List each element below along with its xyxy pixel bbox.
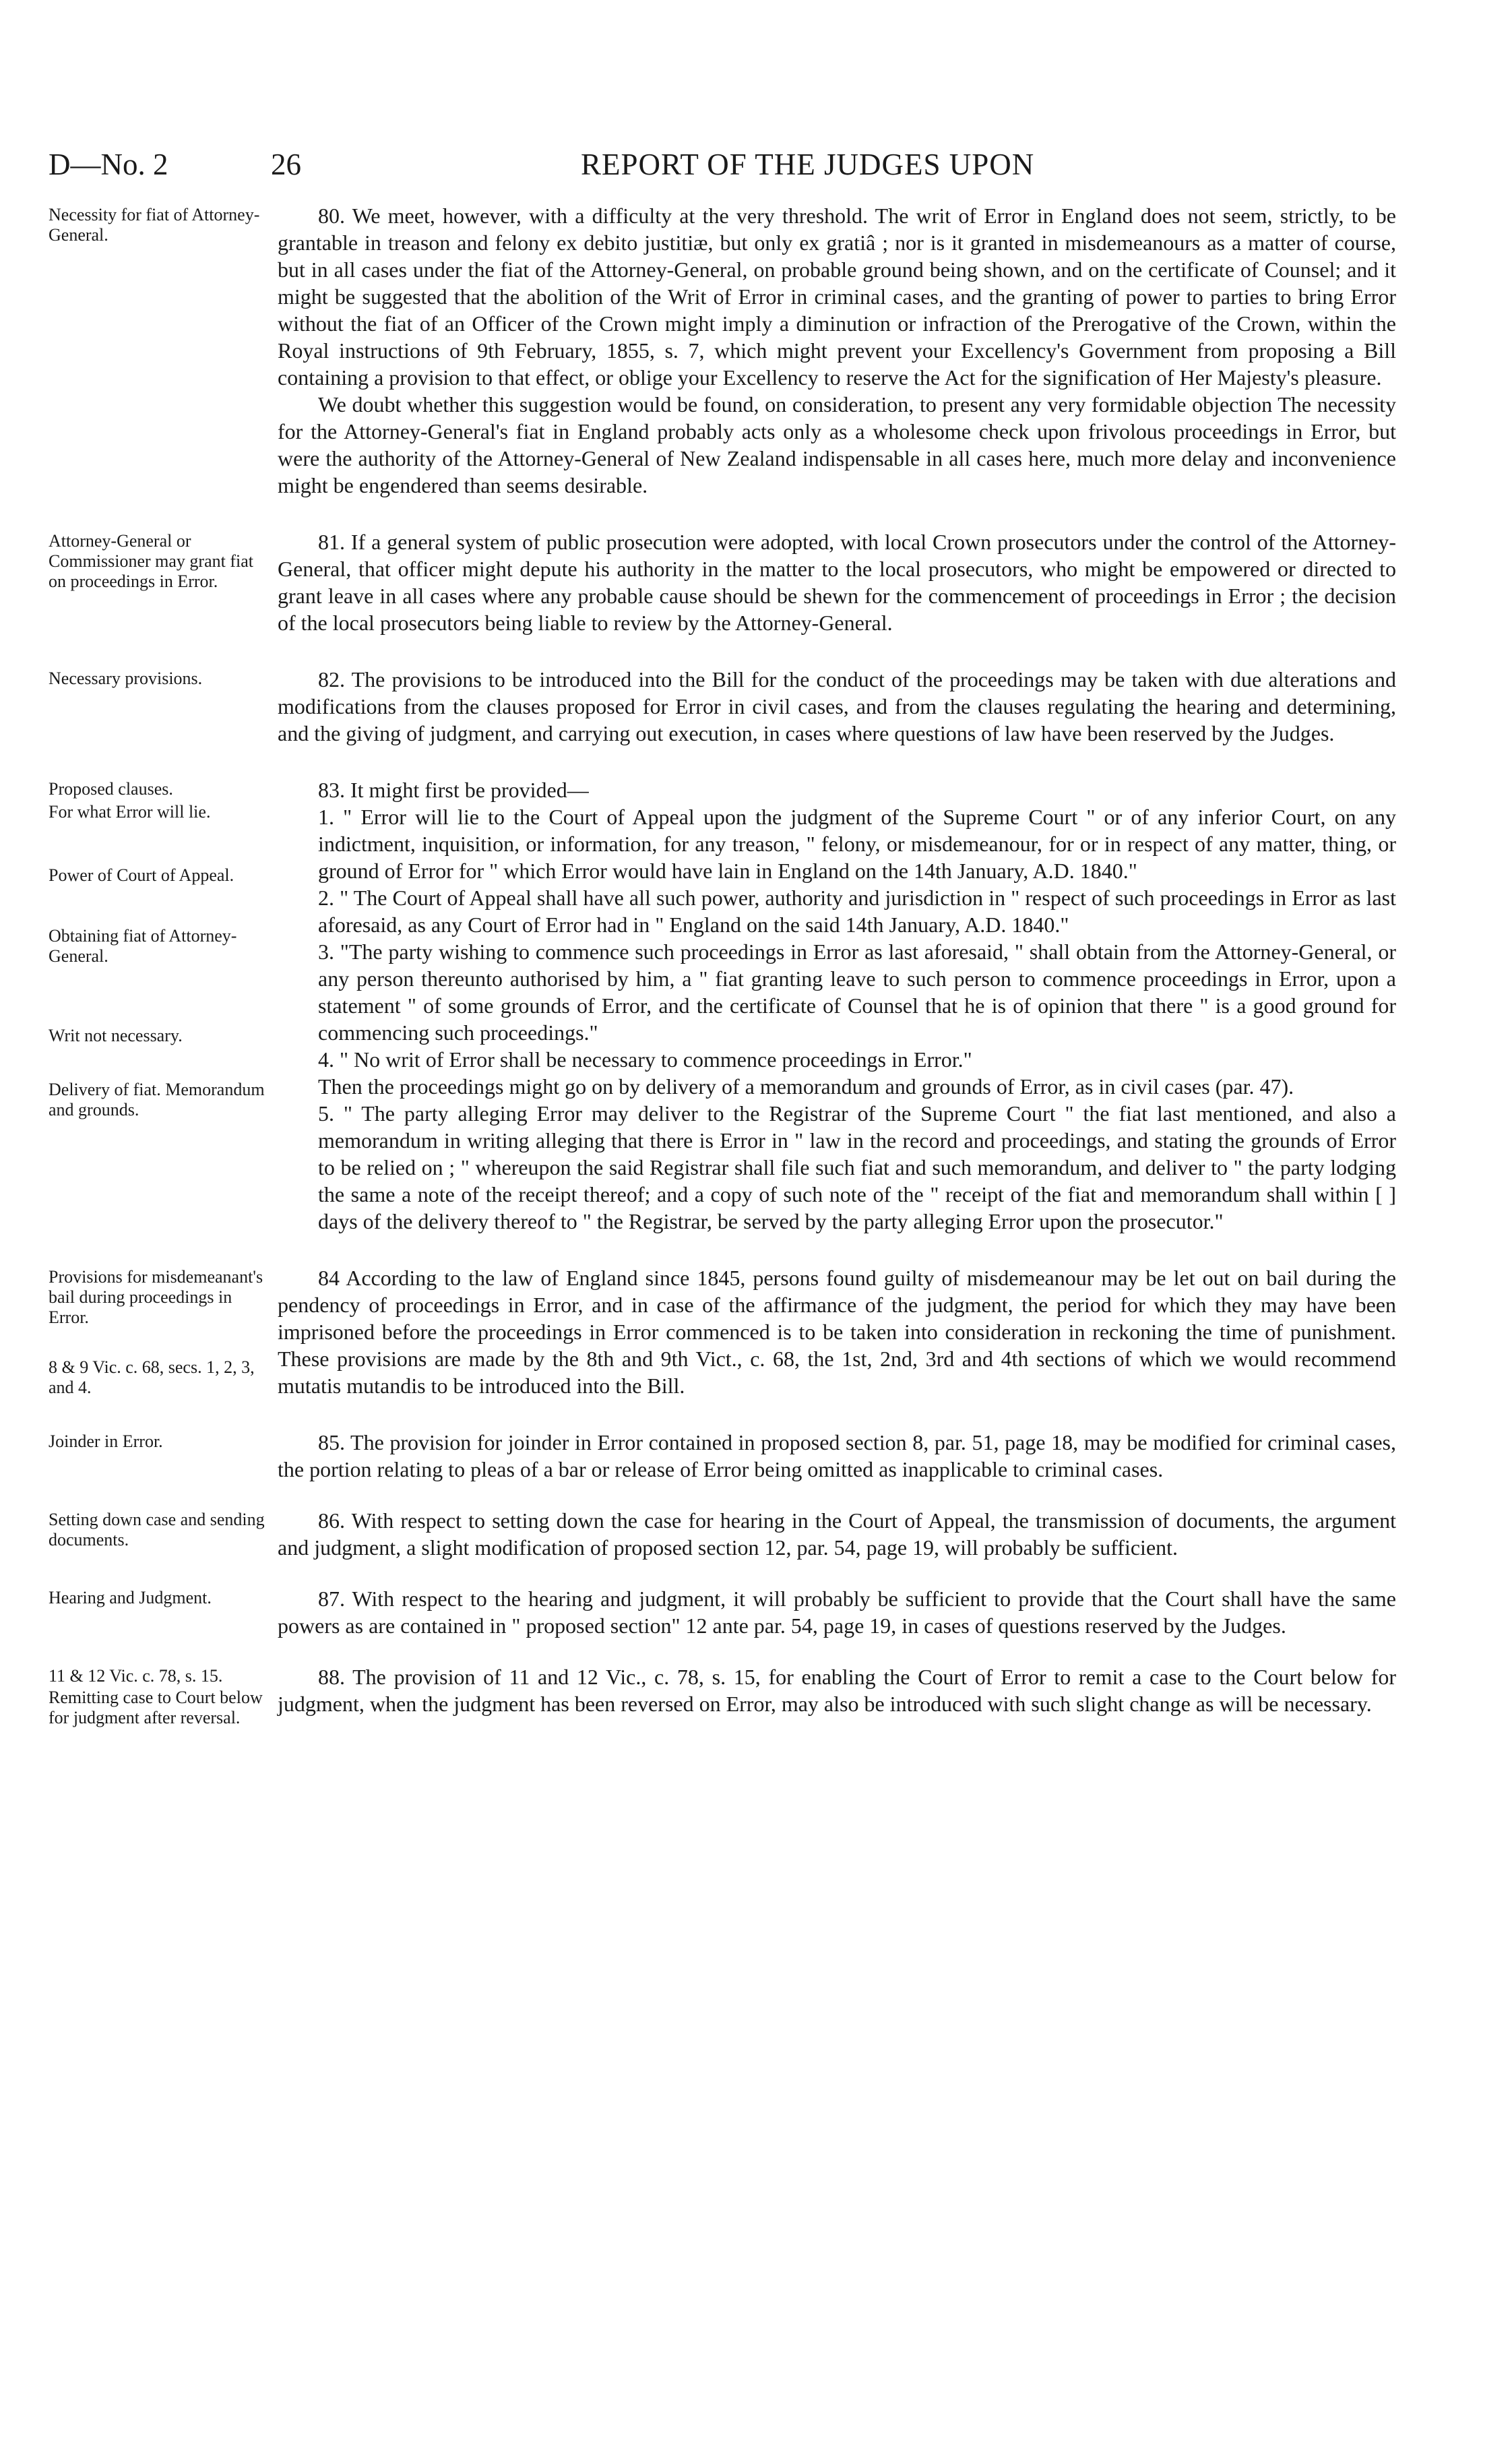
section-body bbox=[278, 1507, 1396, 1561]
section-85 bbox=[49, 1429, 1396, 1483]
margin-note bbox=[49, 1432, 271, 1461]
paragraph: 82. The provisions to be introduced into the Bill for the conduct of the proceedings may be taken with due alterations and modifications from the clauses proposed for Error in civil cases, and from the clauses regulating the hearing and determining, and the giving of judgment, and carrying out execution, in cases where questions of law have been reserved by the Judges. bbox=[278, 667, 1396, 745]
section-body bbox=[278, 528, 1396, 636]
section-88 bbox=[49, 1663, 1396, 1727]
margin-note-text: Obtaining fiat of Attorney-General. bbox=[49, 926, 237, 966]
section-body bbox=[278, 1585, 1396, 1639]
margin-note-text: Attorney-General or Commissioner may grant fiat on proceedings in Error. bbox=[49, 531, 254, 591]
paragraph: Then the proceedings might go on by delivery of a memorandum and grounds of Error, as in civil cases (par. 47). bbox=[318, 1074, 1294, 1099]
margin-note-text: Setting down case and sending documents. bbox=[49, 1510, 265, 1549]
margin-note-text: Hearing and Judgment. bbox=[49, 1588, 212, 1607]
section-body bbox=[278, 666, 1396, 747]
section-body bbox=[278, 202, 1396, 499]
section-86 bbox=[49, 1507, 1396, 1561]
running-title: REPORT OF THE JUDGES UPON bbox=[581, 148, 1035, 181]
margin-note bbox=[49, 669, 271, 698]
margin-note bbox=[49, 1588, 271, 1618]
section-body bbox=[278, 776, 1396, 1235]
margin-note-text: Proposed clauses. bbox=[49, 779, 173, 799]
margin-note bbox=[49, 1666, 271, 1738]
proposed-clause: 5. " The party alleging Error may deliver to the Registrar of the Supreme Court " the fiat last mentioned, and also a memorandum in writing alleging that there is Error in " law in the record and proceedings, and stating the grounds of Error to be relied on ; " whereupon the said Registrar shall file such fiat and such memorandum, and deliver to " the party lodging the same a note of the receipt thereof; and a copy of such note of the " receipt of the fiat and memorandum shall within [ ] days of the delivery thereof to " the Registrar, be served by the party alleging Error upon the prosecutor." bbox=[318, 1101, 1396, 1233]
section-body bbox=[278, 1663, 1396, 1717]
section-82 bbox=[49, 666, 1396, 747]
margin-note-text: Remitting case to Court below for judgment after reversal. bbox=[49, 1688, 263, 1727]
paragraph: We doubt whether this suggestion would be found, on consideration, to present any very formidable objection The necessity for the Attorney-General's fiat in England probably acts only as a wholesome check upon frivolous proceedings in Error, but were the authority of the Attorney-General of New Zealand indispensable in all cases here, much more delay and inconvenience might be engendered than seems desirable. bbox=[278, 392, 1396, 497]
proposed-clause: 2. " The Court of Appeal shall have all such power, authority and jurisdiction in " respect of such proceedings in Error as last aforesaid, as any Court of Error had in " England on the said 14th January, A.D. 1840." bbox=[318, 886, 1396, 937]
margin-note bbox=[49, 1267, 271, 1407]
margin-note bbox=[49, 531, 271, 601]
paragraph: 81. If a general system of public prosecution were adopted, with local Crown prosecutors under the control of the Attorney-General, that officer might depute his authority in the matter to the local prosecutors, who might be empowered or directed to grant leave in all cases where any probable cause should be shewn for the commencement of proceedings in Error ; the decision of the local prosecutors being liable to review by the Attorney-General. bbox=[278, 530, 1396, 635]
paragraph: 87. With respect to the hearing and judgment, it will probably be sufficient to provide that the Court shall have the same powers as are contained in " proposed section" 12 ante par. 54, page 19, in cases of questions reserved by the Judges. bbox=[278, 1587, 1396, 1638]
section-body bbox=[278, 1264, 1396, 1399]
section-80 bbox=[49, 202, 1396, 499]
paragraph: 86. With respect to setting down the case for hearing in the Court of Appeal, the transmission of documents, the argument and judgment, a slight modification of proposed section 12, par. 54, page 19, will probably be sufficient. bbox=[278, 1508, 1396, 1560]
document-code: D—No. 2 bbox=[49, 148, 168, 181]
page-header bbox=[49, 147, 1389, 187]
paragraph: 85. The provision for joinder in Error contained in proposed section 8, par. 51, page 18, may be modified for criminal cases, the portion relating to pleas of a bar or release of Error being omitted as inapplicable to criminal cases. bbox=[278, 1430, 1396, 1481]
section-81 bbox=[49, 528, 1396, 636]
margin-note bbox=[49, 1510, 271, 1560]
proposed-clause: 3. "The party wishing to commence such proceedings in Error as last aforesaid, " shall obtain from the Attorney-General, or any person thereunto authorised by him, a " fiat granting leave to such person to commence proceedings in Error, upon a statement " of some grounds of Error, and the certificate of Counsel that he is of opinion that there " is a good ground for commencing such proceedings." bbox=[318, 940, 1396, 1045]
margin-note-text: For what Error will lie. bbox=[49, 802, 211, 822]
margin-note-text: Writ not necessary. bbox=[49, 1026, 183, 1045]
section-83 bbox=[49, 776, 1396, 1235]
proposed-clause: 4. " No writ of Error shall be necessary to commence proceedings in Error." bbox=[318, 1047, 972, 1072]
section-body bbox=[278, 1429, 1396, 1483]
margin-note-text: Provisions for misdemeanant's bail during proceedings in Error. bbox=[49, 1267, 263, 1327]
margin-note-text: Necessity for fiat of Attorney-General. bbox=[49, 205, 260, 245]
margin-note-text: Joinder in Error. bbox=[49, 1432, 163, 1451]
margin-note-text: Necessary provisions. bbox=[49, 669, 203, 688]
margin-note bbox=[49, 779, 271, 1130]
margin-note bbox=[49, 205, 271, 255]
margin-note-text: Power of Court of Appeal. bbox=[49, 865, 234, 885]
report-sections bbox=[49, 202, 1396, 1742]
paragraph: 83. It might first be provided— bbox=[318, 778, 589, 802]
margin-note-text: Delivery of fiat. Memorandum and grounds. bbox=[49, 1080, 265, 1119]
margin-note-text: 11 & 12 Vic. c. 78, s. 15. bbox=[49, 1666, 223, 1686]
page-number: 26 bbox=[271, 148, 301, 181]
paragraph: 80. We meet, however, with a difficulty at the very threshold. The writ of Error in England does not seem, strictly, to be grantable in treason and felony ex debito justitiæ, but only ex gratiâ ; nor is it granted in misdemeanours as a matter of course, but in all cases under the fiat of the Attorney-General, on probable ground being shown, and on the certificate of Counsel; and it might be suggested that the abolition of the Writ of Error in criminal cases, and the granting of power to parties to bring Error without the fiat of an Officer of the Crown might imply a diminution or infraction of the Prerogative of the Crown, within the Royal instructions of 9th February, 1855, s. 7, which might prevent your Excellency's Government from proposing a Bill containing a provision to that effect, or oblige your Excellency to reserve the Act for the signification of Her Majesty's pleasure. bbox=[278, 204, 1396, 390]
margin-note-text: 8 & 9 Vic. c. 68, secs. 1, 2, 3, and 4. bbox=[49, 1357, 255, 1397]
paragraph: 84 According to the law of England since 1845, persons found guilty of misdemeanour may be let out on bail during the pendency of proceedings in Error, and in case of the affirmance of the judgment, the period for which they may have been imprisoned before the proceedings in Error commenced is to be taken into consideration in reckoning the time of punishment. These provisions are made by the 8th and 9th Vict., c. 68, the 1st, 2nd, 3rd and 4th sections of which we would recommend mutatis mutandis to be introduced into the Bill. bbox=[278, 1266, 1396, 1398]
section-87 bbox=[49, 1585, 1396, 1639]
section-84 bbox=[49, 1264, 1396, 1399]
paragraph: 88. The provision of 11 and 12 Vic., c. 78, s. 15, for enabling the Court of Error to remit a case to the Court below for judgment, when the judgment has been reversed on Error, may also be introduced with such slight change as will be necessary. bbox=[278, 1665, 1396, 1716]
proposed-clause: 1. " Error will lie to the Court of Appeal upon the judgment of the Supreme Court " or of any inferior Court, on any indictment, inquisition, or information, for any treason, " felony, or misdemeanour, for or in respect of any matter, thing, or ground of Error for " which Error would have lain in England on the 14th January, A.D. 1840." bbox=[318, 805, 1396, 883]
